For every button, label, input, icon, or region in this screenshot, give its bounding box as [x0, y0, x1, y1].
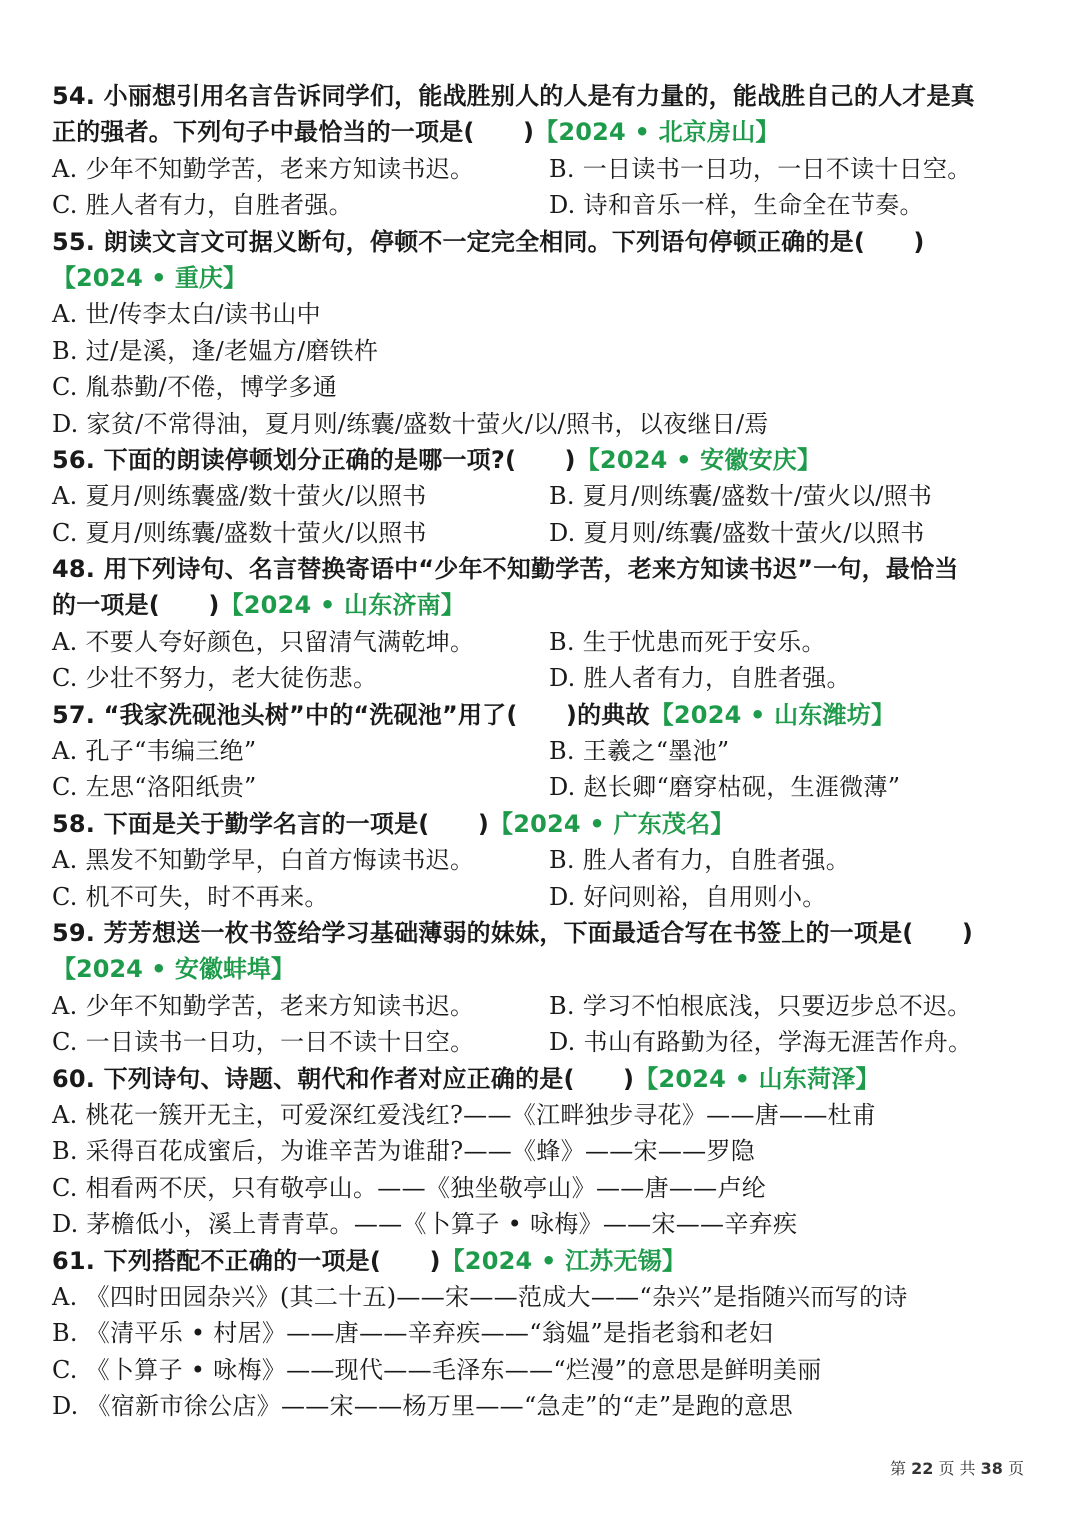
question-stem: 48. 用下列诗句、名言替换寄语中“少年不知勤学苦，老来方知读书迟”一句，最恰当	[52, 555, 959, 584]
question-stem: 56. 下面的朗读停顿划分正确的是哪一项?( )【2024 • 安徽安庆】	[52, 445, 822, 474]
question-stem: 的一项是( )【2024 • 山东济南】	[52, 591, 465, 620]
option-b: B. 一日读书一日功，一日不读十日空。	[549, 154, 972, 183]
current-page: 22	[911, 1459, 934, 1478]
option-c: C. 夏月/则练囊/盛数十萤火/以照书	[52, 518, 427, 547]
option-a: A. 桃花一簇开无主，可爱深红爱浅红?——《江畔独步寻花》——唐——杜甫	[52, 1100, 877, 1129]
option-c: C. 左思“洛阳纸贵”	[52, 773, 257, 802]
page-label-post: 页	[1007, 1459, 1024, 1478]
question-source: 【2024 • 山东济南】	[219, 591, 465, 620]
option-c: C. 相看两不厌，只有敬亭山。——《独坐敬亭山》——唐——卢纶	[52, 1173, 767, 1202]
question-source: 【2024 • 安徽安庆】	[575, 445, 822, 474]
options-row	[52, 1024, 1022, 1060]
question-stem: 60. 下列诗句、诗题、朝代和作者对应正确的是( )【2024 • 山东菏泽】	[52, 1064, 880, 1093]
option-b: B. 过/是溪，逢/老媪方/磨铁杵	[52, 336, 379, 365]
options-row	[52, 624, 1022, 660]
option-c: C. 《卜算子 • 咏梅》——现代——毛泽东——“烂漫”的意思是鲜明美丽	[52, 1355, 822, 1384]
question-source: 【2024 • 江苏无锡】	[440, 1246, 687, 1275]
question-stem: 59. 芳芳想送一枚书签给学习基础薄弱的妹妹，下面最适合写在书签上的一项是( )	[52, 918, 974, 947]
option-b: B. 生于忧患而死于安乐。	[549, 627, 826, 656]
option-a: A. 世/传李太白/读书山中	[52, 300, 321, 329]
option-c: C. 一日读书一日功，一日不读十日空。	[52, 1028, 475, 1057]
option-d: D. 《宿新市徐公店》——宋——杨万里——“急走”的“走”是跑的意思	[52, 1392, 793, 1421]
option-d: D. 胜人者有力，自胜者强。	[549, 664, 851, 693]
question-stem: 58. 下面是关于勤学名言的一项是( )【2024 • 广东茂名】	[52, 809, 735, 838]
option-b: B. 《清平乐 • 村居》——唐——辛弃疾——“翁媪”是指老翁和老妇	[52, 1319, 774, 1348]
page-number	[890, 1456, 1024, 1479]
question-list	[52, 78, 1022, 1424]
option-c: C. 胜人者有力，自胜者强。	[52, 191, 353, 220]
option-b: B. 采得百花成蜜后，为谁辛苦为谁甜?——《蜂》——宋——罗隐	[52, 1137, 756, 1166]
question-source: 【2024 • 安徽蚌埠】	[52, 955, 295, 984]
option-d: D. 茅檐低小，溪上青青草。——《卜算子 • 咏梅》——宋——辛弃疾	[52, 1210, 798, 1239]
page-label-pre: 第	[889, 1459, 906, 1478]
option-d: D. 赵长卿“磨穿枯砚，生涯微薄”	[549, 773, 901, 802]
option-d: D. 夏月则/练囊/盛数十萤火/以照书	[549, 518, 925, 547]
total-pages: 38	[980, 1459, 1003, 1478]
option-c: C. 少壮不努力，老大徒伤悲。	[52, 664, 378, 693]
option-b: B. 夏月/则练囊/盛数十/萤火以/照书	[549, 482, 933, 511]
question-stem: 61. 下列搭配不正确的一项是( )【2024 • 江苏无锡】	[52, 1246, 687, 1275]
option-b: B. 王羲之“墨池”	[549, 737, 730, 766]
option-c: C. 机不可失，时不再来。	[52, 882, 329, 911]
options-row	[52, 842, 1022, 878]
option-a: A. 少年不知勤学苦，老来方知读书迟。	[52, 991, 475, 1020]
question-stem: 55. 朗读文言文可据义断句，停顿不一定完全相同。下列语句停顿正确的是( )	[52, 227, 925, 256]
options-row	[52, 187, 1022, 223]
option-a: A. 不要人夸好颜色，只留清气满乾坤。	[52, 627, 475, 656]
options-row	[52, 733, 1022, 769]
option-d: D. 家贫/不常得油，夏月则/练囊/盛数十萤火/以/照书，以夜继日/焉	[52, 409, 769, 438]
option-a: A. 少年不知勤学苦，老来方知读书迟。	[52, 154, 475, 183]
option-d: D. 好问则裕，自用则小。	[549, 882, 827, 911]
question-source: 【2024 • 北京房山】	[534, 118, 780, 147]
option-d: D. 诗和音乐一样，生命全在节奏。	[549, 191, 924, 220]
options-row	[52, 151, 1022, 187]
options-row	[52, 660, 1022, 696]
option-a: A. 黑发不知勤学早，白首方悔读书迟。	[52, 846, 475, 875]
option-c: C. 胤恭勤/不倦，博学多通	[52, 373, 338, 402]
question-stem: 57. “我家洗砚池头树”中的“洗砚池”用了( )的典故【2024 • 山东潍坊】	[52, 700, 896, 729]
question-stem: 正的强者。下列句子中最恰当的一项是( )【2024 • 北京房山】	[52, 118, 780, 147]
question-source: 【2024 • 山东菏泽】	[634, 1064, 880, 1093]
question-stem: 54. 小丽想引用名言告诉同学们，能战胜别人的人是有力量的，能战胜自己的人才是真	[52, 82, 975, 110]
option-a: A. 孔子“韦编三绝”	[52, 737, 257, 766]
option-d: D. 书山有路勤为径，学海无涯苦作舟。	[549, 1028, 973, 1057]
page-label-mid: 页 共	[938, 1459, 976, 1478]
option-b: B. 学习不怕根底浅，只要迈步总不迟。	[549, 991, 972, 1020]
options-row	[52, 515, 1022, 551]
options-row	[52, 478, 1022, 514]
option-a: A. 《四时田园杂兴》(其二十五)——宋——范成大——“杂兴”是指随兴而写的诗	[52, 1282, 908, 1311]
question-source: 【2024 • 山东潍坊】	[649, 700, 896, 729]
question-source: 【2024 • 重庆】	[52, 263, 247, 292]
options-row	[52, 988, 1022, 1024]
options-row	[52, 879, 1022, 915]
question-source: 【2024 • 广东茂名】	[489, 809, 735, 838]
option-a: A. 夏月/则练囊盛/数十萤火/以照书	[52, 482, 427, 511]
option-b: B. 胜人者有力，自胜者强。	[549, 846, 851, 875]
options-row	[52, 769, 1022, 805]
